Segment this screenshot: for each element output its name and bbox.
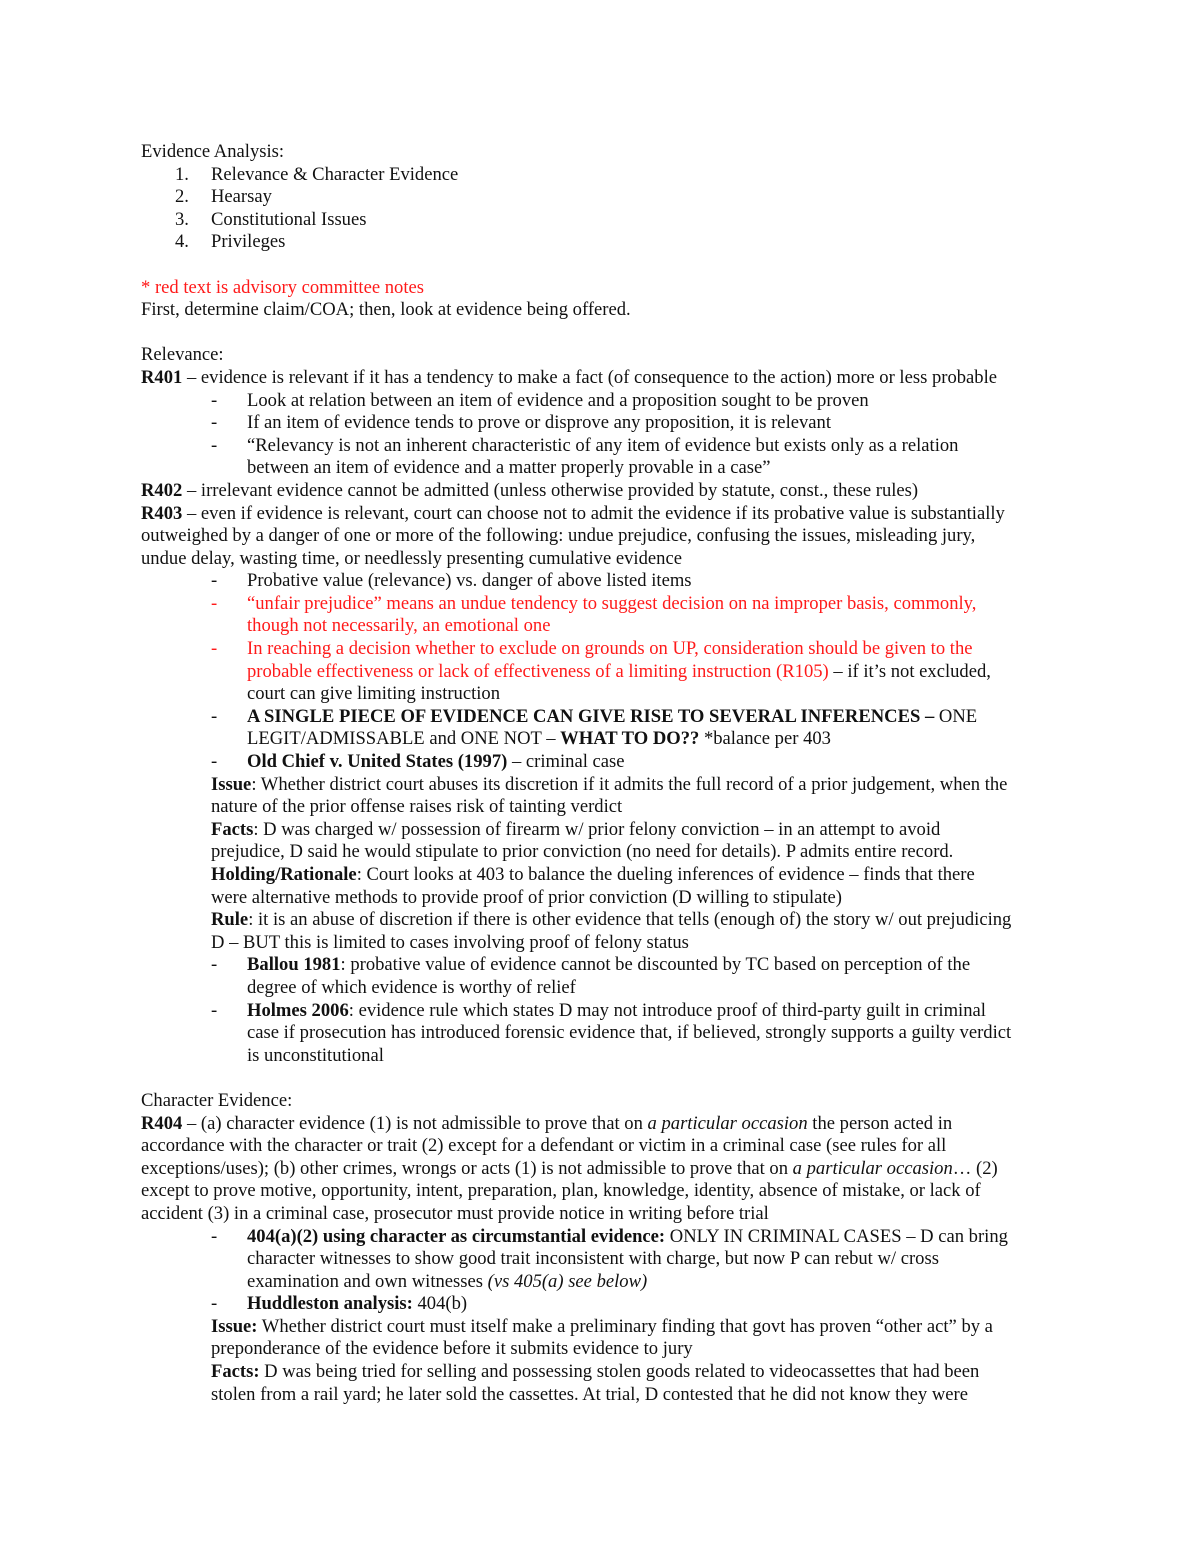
bullet-text: ONE	[934, 705, 978, 727]
italic-text: (vs 405(a) see below)	[487, 1270, 648, 1292]
bold-text: A SINGLE PIECE OF EVIDENCE CAN GIVE RISE TO SEVERAL INFERENCES –	[247, 705, 935, 727]
issue-label: Issue	[211, 773, 252, 795]
case-text: : Court looks at 403 to balance the dueling inferences of evidence – finds that there	[356, 864, 975, 885]
case-text: : it is an abuse of discretion if there is other evidence that tells (enough of) the story w/ out prejudicing	[248, 909, 1012, 931]
case-text-line: preponderance of the evidence before it submits evidence to jury	[211, 1338, 693, 1360]
bullet-text: : evidence rule which states D may not introduce proof of third-party guilt in criminal	[348, 999, 986, 1021]
issue-label: Issue:	[211, 1315, 258, 1337]
case-text-line: D – BUT this is limited to cases involving proof of felony status	[211, 931, 689, 953]
bullet-dash: -	[211, 638, 218, 660]
case-facts	[141, 1361, 1140, 1384]
bullet-item-case	[141, 1293, 1140, 1316]
rule-text: – (a) character evidence (1) is not admissible to prove that on	[182, 1112, 648, 1134]
rule-r402	[141, 480, 1140, 503]
case-text-line: nature of the prior offense raises risk of tainting verdict	[211, 796, 623, 818]
bullet-item	[141, 1226, 1140, 1249]
bullet-dash: -	[211, 999, 218, 1021]
rule-r401	[141, 367, 1140, 390]
rule-text-line: except to prove motive, opportunity, intent, preparation, plan, knowledge, identity, absence of mistake, or lack of	[141, 1180, 981, 1202]
bullet-item	[141, 435, 1140, 458]
bold-text: 404(a)(2) using character as circumstantial evidence:	[247, 1225, 666, 1247]
case-issue	[141, 774, 1140, 797]
blank-line	[141, 322, 1140, 345]
case-name: Holmes 2006	[247, 999, 349, 1021]
bullet-dash: -	[211, 1293, 218, 1315]
facts-label: Facts	[211, 818, 254, 840]
case-name: Ballou 1981	[247, 954, 341, 976]
rule-label: R403	[141, 502, 183, 524]
case-text: : D was charged w/ possession of firearm w/ prior felony conviction – in an attempt to avoid	[253, 818, 941, 840]
bullet-item	[141, 706, 1140, 729]
case-text-line: were alternative methods to provide proof of prior conviction (D willing to stipulate)	[211, 886, 842, 908]
bullet-text: Probative value (relevance) vs. danger of above listed items	[247, 570, 692, 592]
list-item	[141, 209, 1140, 232]
bullet-dash: -	[211, 705, 218, 727]
list-text: Relevance & Character Evidence	[211, 163, 459, 185]
list-number: 4.	[175, 231, 189, 253]
list-text: Privileges	[211, 231, 286, 253]
blank-line	[141, 254, 1140, 277]
bullet-item	[141, 412, 1140, 435]
rule-text-line: undue delay, wasting time, or needlessly presenting cumulative evidence	[141, 547, 682, 569]
bullet-continuation	[141, 661, 1140, 684]
list-number: 2.	[175, 186, 189, 208]
bullet-continuation: court can give limiting instruction	[247, 683, 501, 705]
advisory-text: probable effectiveness or lack of effectiveness of a limiting instruction (R105)	[247, 660, 829, 682]
bullet-continuation: though not necessarily, an emotional one	[247, 615, 551, 637]
case-name: Old Chief v. United States (1997)	[247, 751, 508, 773]
facts-label: Facts:	[211, 1361, 260, 1383]
bullet-dash: -	[211, 389, 218, 411]
bullet-text: – criminal case	[507, 751, 625, 773]
rule-text: … (2)	[952, 1157, 998, 1179]
bold-text: WHAT TO DO??	[560, 728, 700, 750]
rule-r404	[141, 1113, 1140, 1136]
bullet-item	[141, 390, 1140, 413]
bullet-text: LEGIT/ADMISSABLE and ONE NOT –	[247, 728, 561, 750]
first-step-text: First, determine claim/COA; then, look at evidence being offered.	[141, 299, 631, 321]
case-name: Huddleston analysis:	[247, 1293, 413, 1315]
case-text-line: prejudice, D said he would stipulate to prior conviction (no need for details). P admits entire record.	[211, 841, 954, 863]
bullet-item-case	[141, 751, 1140, 774]
case-rule	[141, 909, 1140, 932]
bullet-dash: -	[211, 592, 218, 614]
rule-label: R404	[141, 1112, 183, 1134]
bullet-dash: -	[211, 570, 218, 592]
rule-text: – even if evidence is relevant, court can choose not to admit the evidence if its probative value is substantially	[182, 502, 1005, 524]
bullet-continuation	[141, 728, 1140, 751]
list-item	[141, 164, 1140, 187]
bullet-continuation: is unconstitutional	[247, 1044, 384, 1066]
relevance-heading: Relevance:	[141, 344, 224, 366]
bullet-dash: -	[211, 1225, 218, 1247]
rule-label: R402	[141, 479, 183, 501]
bullet-text: ONLY IN CRIMINAL CASES – D can bring	[665, 1225, 1008, 1247]
rule-r403	[141, 503, 1140, 526]
advisory-note: * red text is advisory committee notes	[141, 276, 424, 298]
list-item	[141, 186, 1140, 209]
rule-text: the person acted in	[807, 1112, 953, 1134]
bullet-dash: -	[211, 434, 218, 456]
blank-line	[141, 1067, 1140, 1090]
bullet-dash: -	[211, 751, 218, 773]
bullet-item	[141, 570, 1140, 593]
bullet-item-advisory	[141, 638, 1140, 661]
bullet-continuation: character witnesses to show good trait inconsistent with charge, but now P can rebut w/ cross	[247, 1248, 939, 1270]
bullet-continuation: between an item of evidence and a matter properly provable in a case”	[247, 457, 771, 479]
italic-text: a particular occasion	[792, 1157, 953, 1179]
bullet-item-case	[141, 1000, 1140, 1023]
rule-text: exceptions/uses); (b) other crimes, wrongs or acts (1) is not admissible to prove that on	[141, 1157, 793, 1179]
case-text: : Whether district court abuses its discretion if it admits the full record of a prior judgement, when the	[251, 773, 1008, 795]
bullet-continuation: degree of which evidence is worthy of relief	[247, 976, 576, 998]
rule-text-line: outweighed by a danger of one or more of the following: undue prejudice, confusing the issues, misleading jury,	[141, 525, 976, 547]
page-heading: Evidence Analysis:	[141, 141, 285, 162]
italic-text: a particular occasion	[647, 1112, 808, 1134]
bullet-text: If an item of evidence tends to prove or disprove any proposition, it is relevant	[247, 412, 831, 434]
rule-text-line: accident (3) in a criminal case, prosecutor must provide notice in writing before trial	[141, 1202, 769, 1224]
case-facts	[141, 819, 1140, 842]
case-text: D was being tried for selling and possessing stolen goods related to videocassettes that had been	[259, 1361, 980, 1383]
character-heading: Character Evidence:	[141, 1089, 293, 1111]
bullet-continuation: case if prosecution has introduced forensic evidence that, if believed, strongly supports a guilty verdict	[247, 1022, 1012, 1044]
rule-text: – evidence is relevant if it has a tendency to make a fact (of consequence to the action) more or less probable	[182, 366, 998, 388]
bullet-text: examination and own witnesses	[247, 1270, 488, 1292]
rule-text-line	[141, 1158, 1140, 1181]
bullet-text: 404(b)	[412, 1293, 468, 1315]
list-number: 3.	[175, 208, 189, 230]
bullet-text: Look at relation between an item of evidence and a proposition sought to be proven	[247, 389, 869, 411]
bullet-continuation	[141, 1271, 1140, 1294]
rule-text: – irrelevant evidence cannot be admitted (unless otherwise provided by statute, const., these rules)	[182, 479, 919, 501]
rule-text-line: accordance with the character or trait (2) except for a defendant or victim in a criminal case (see rules for all	[141, 1135, 947, 1157]
bullet-dash: -	[211, 412, 218, 434]
list-text: Constitutional Issues	[211, 208, 367, 230]
case-text-line: stolen from a rail yard; he later sold the cassettes. At trial, D contested that he did not know they were	[211, 1383, 968, 1405]
bullet-text: In reaching a decision whether to exclude on grounds on UP, consideration should be given to the	[247, 638, 973, 660]
rule-label: Rule	[211, 909, 249, 931]
case-text: Whether district court must itself make a preliminary finding that govt has proven “other act” by a	[257, 1315, 993, 1337]
case-holding	[141, 864, 1140, 887]
bullet-text: *balance per 403	[699, 728, 831, 750]
bullet-text: “unfair prejudice” means an undue tendency to suggest decision on na improper basis, commonly,	[247, 592, 977, 614]
holding-label: Holding/Rationale	[211, 864, 357, 885]
bullet-text: – if it’s not excluded,	[828, 660, 991, 682]
bullet-text: : probative value of evidence cannot be discounted by TC based on perception of the	[340, 954, 971, 976]
list-number: 1.	[175, 163, 189, 185]
bullet-dash: -	[211, 954, 218, 976]
bullet-item-advisory	[141, 593, 1140, 616]
list-item	[141, 231, 1140, 254]
case-issue	[141, 1316, 1140, 1339]
bullet-text: “Relevancy is not an inherent characteristic of any item of evidence but exists only as a relation	[247, 434, 959, 456]
rule-label: R401	[141, 366, 183, 388]
list-text: Hearsay	[211, 186, 272, 208]
bullet-item-case	[141, 954, 1140, 977]
